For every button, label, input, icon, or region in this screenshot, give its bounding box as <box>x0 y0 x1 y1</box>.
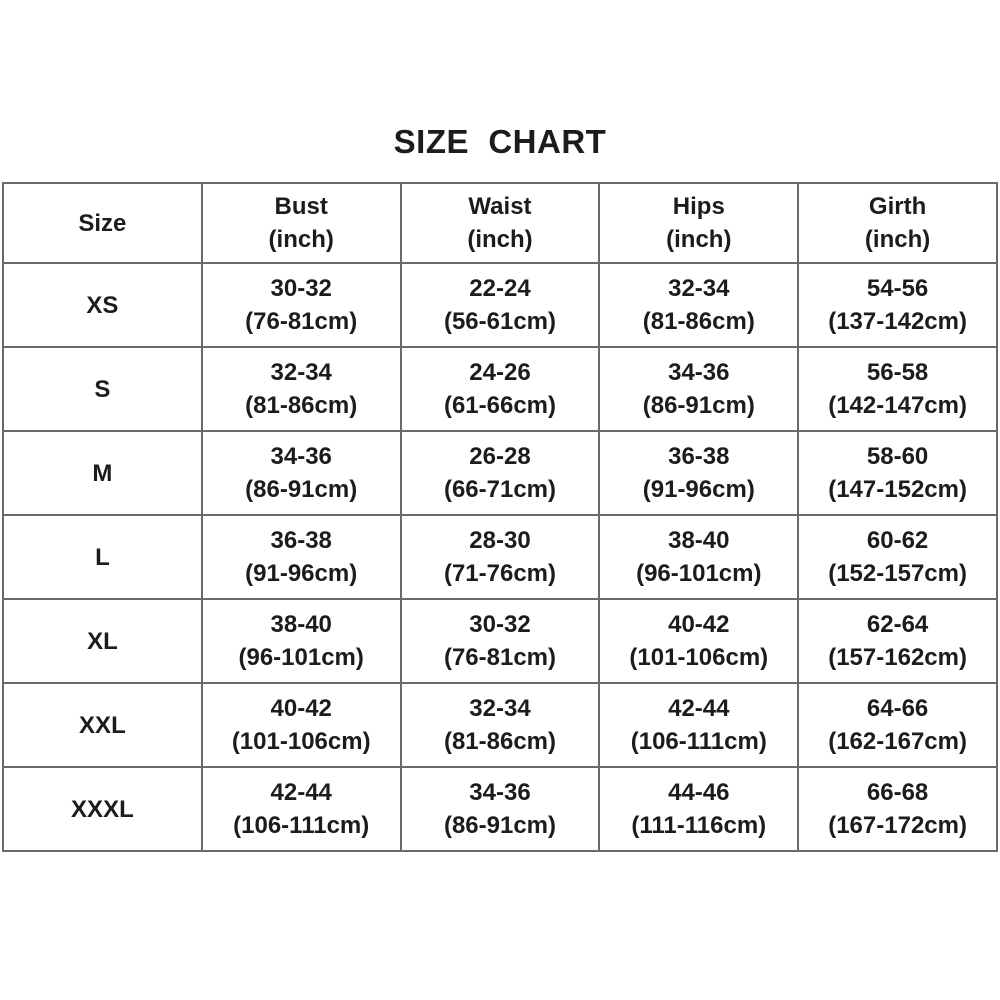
size-label: XS <box>86 291 119 319</box>
size-cell <box>3 683 202 767</box>
size-cell <box>3 599 202 683</box>
column-header-waist <box>401 183 600 263</box>
waist-cm-value: (61-66cm) <box>443 392 557 419</box>
bust-inch-value: 34-36 <box>270 443 332 470</box>
waist-cm-value: (56-61cm) <box>443 308 557 335</box>
column-unit-label: (inch) <box>666 226 732 253</box>
bust-cell <box>202 263 401 347</box>
size-label: S <box>94 375 111 403</box>
hips-cell <box>599 515 798 599</box>
hips-cm-value: (81-86cm) <box>642 308 755 335</box>
column-unit-label: (inch) <box>864 226 931 253</box>
girth-cell <box>798 515 997 599</box>
waist-inch-value: 32-34 <box>469 695 531 722</box>
hips-inch-value: 40-42 <box>668 611 730 638</box>
waist-inch-value: 24-26 <box>469 359 531 386</box>
waist-inch-value: 26-28 <box>469 443 531 470</box>
bust-cm-value: (81-86cm) <box>245 392 358 419</box>
hips-inch-value: 38-40 <box>668 527 730 554</box>
size-cell <box>3 767 202 851</box>
hips-cm-value: (91-96cm) <box>642 476 755 503</box>
waist-cell <box>401 431 600 515</box>
column-unit-label: (inch) <box>268 226 334 253</box>
column-header-bust <box>202 183 401 263</box>
size-cell <box>3 515 202 599</box>
bust-cell <box>202 767 401 851</box>
hips-cell <box>599 347 798 431</box>
girth-cell <box>798 263 997 347</box>
column-label: Hips <box>672 193 725 220</box>
hips-inch-value: 44-46 <box>668 779 730 806</box>
hips-cm-value: (86-91cm) <box>642 392 755 419</box>
hips-cm-value: (111-116cm) <box>631 812 767 839</box>
waist-cm-value: (86-91cm) <box>443 812 557 839</box>
waist-inch-value: 30-32 <box>469 611 531 638</box>
column-label: Size <box>78 209 127 237</box>
hips-inch-value: 34-36 <box>668 359 730 386</box>
table-row-l <box>3 515 997 599</box>
waist-cm-value: (71-76cm) <box>443 560 557 587</box>
column-label: Waist <box>468 193 532 220</box>
table-row-m <box>3 431 997 515</box>
bust-inch-value: 30-32 <box>270 275 332 302</box>
girth-cell <box>798 683 997 767</box>
hips-cell <box>599 683 798 767</box>
waist-cm-value: (76-81cm) <box>443 644 557 671</box>
girth-cm-value: (157-162cm) <box>828 644 967 671</box>
table-row-s <box>3 347 997 431</box>
bust-cell <box>202 431 401 515</box>
bust-cm-value: (86-91cm) <box>245 476 358 503</box>
hips-cell <box>599 263 798 347</box>
girth-cm-value: (142-147cm) <box>828 392 967 419</box>
waist-cm-value: (66-71cm) <box>443 476 557 503</box>
bust-inch-value: 38-40 <box>270 611 332 638</box>
column-header-size <box>3 183 202 263</box>
bust-inch-value: 36-38 <box>270 527 332 554</box>
size-label: M <box>92 459 113 487</box>
hips-cm-value: (106-111cm) <box>630 728 767 755</box>
bust-cell <box>202 599 401 683</box>
girth-inch-value: 58-60 <box>866 443 929 470</box>
girth-inch-value: 66-68 <box>866 779 929 806</box>
bust-cm-value: (106-111cm) <box>233 812 370 839</box>
hips-cell <box>599 599 798 683</box>
table-row-xl <box>3 599 997 683</box>
girth-cm-value: (162-167cm) <box>828 728 967 755</box>
column-unit-label: (inch) <box>467 226 533 253</box>
girth-cell <box>798 431 997 515</box>
girth-cm-value: (147-152cm) <box>828 476 967 503</box>
hips-cell <box>599 431 798 515</box>
size-chart-table <box>2 182 998 852</box>
girth-inch-value: 60-62 <box>866 527 929 554</box>
waist-inch-value: 28-30 <box>469 527 531 554</box>
girth-cm-value: (167-172cm) <box>828 812 967 839</box>
column-label: Girth <box>868 193 927 220</box>
waist-cell <box>401 347 600 431</box>
table-head <box>3 183 997 263</box>
hips-inch-value: 42-44 <box>668 695 730 722</box>
girth-cell <box>798 599 997 683</box>
table-row-xxxl <box>3 767 997 851</box>
bust-cm-value: (101-106cm) <box>231 728 371 755</box>
bust-cm-value: (91-96cm) <box>245 560 358 587</box>
waist-inch-value: 22-24 <box>469 275 531 302</box>
girth-inch-value: 64-66 <box>866 695 929 722</box>
bust-cm-value: (96-101cm) <box>238 644 364 671</box>
table-row-xs <box>3 263 997 347</box>
size-cell <box>3 263 202 347</box>
table-row-xxl <box>3 683 997 767</box>
size-label: XXL <box>79 711 126 739</box>
column-header-hips <box>599 183 798 263</box>
hips-inch-value: 36-38 <box>668 443 730 470</box>
girth-inch-value: 62-64 <box>866 611 929 638</box>
bust-inch-value: 42-44 <box>270 779 332 806</box>
hips-cell <box>599 767 798 851</box>
girth-inch-value: 56-58 <box>866 359 929 386</box>
waist-cell <box>401 599 600 683</box>
bust-cell <box>202 347 401 431</box>
table-body <box>3 263 997 851</box>
bust-cm-value: (76-81cm) <box>245 308 358 335</box>
girth-cm-value: (152-157cm) <box>828 560 967 587</box>
waist-cell <box>401 515 600 599</box>
table-header-row <box>3 183 997 263</box>
size-label: XL <box>87 627 118 655</box>
girth-cm-value: (137-142cm) <box>828 308 967 335</box>
waist-cell <box>401 767 600 851</box>
waist-cell <box>401 683 600 767</box>
bust-inch-value: 40-42 <box>270 695 332 722</box>
column-header-girth <box>798 183 997 263</box>
girth-inch-value: 54-56 <box>866 275 929 302</box>
waist-inch-value: 34-36 <box>469 779 531 806</box>
size-label: L <box>95 543 110 571</box>
hips-cm-value: (96-101cm) <box>636 560 762 587</box>
size-cell <box>3 431 202 515</box>
size-cell <box>3 347 202 431</box>
bust-cell <box>202 683 401 767</box>
waist-cm-value: (81-86cm) <box>443 728 557 755</box>
bust-cell <box>202 515 401 599</box>
size-label: XXXL <box>71 795 134 823</box>
girth-cell <box>798 767 997 851</box>
hips-cm-value: (101-106cm) <box>629 644 769 671</box>
bust-inch-value: 32-34 <box>270 359 332 386</box>
page-title: SIZE CHART <box>393 123 607 160</box>
girth-cell <box>798 347 997 431</box>
hips-inch-value: 32-34 <box>668 275 730 302</box>
waist-cell <box>401 263 600 347</box>
column-label: Bust <box>274 193 328 220</box>
